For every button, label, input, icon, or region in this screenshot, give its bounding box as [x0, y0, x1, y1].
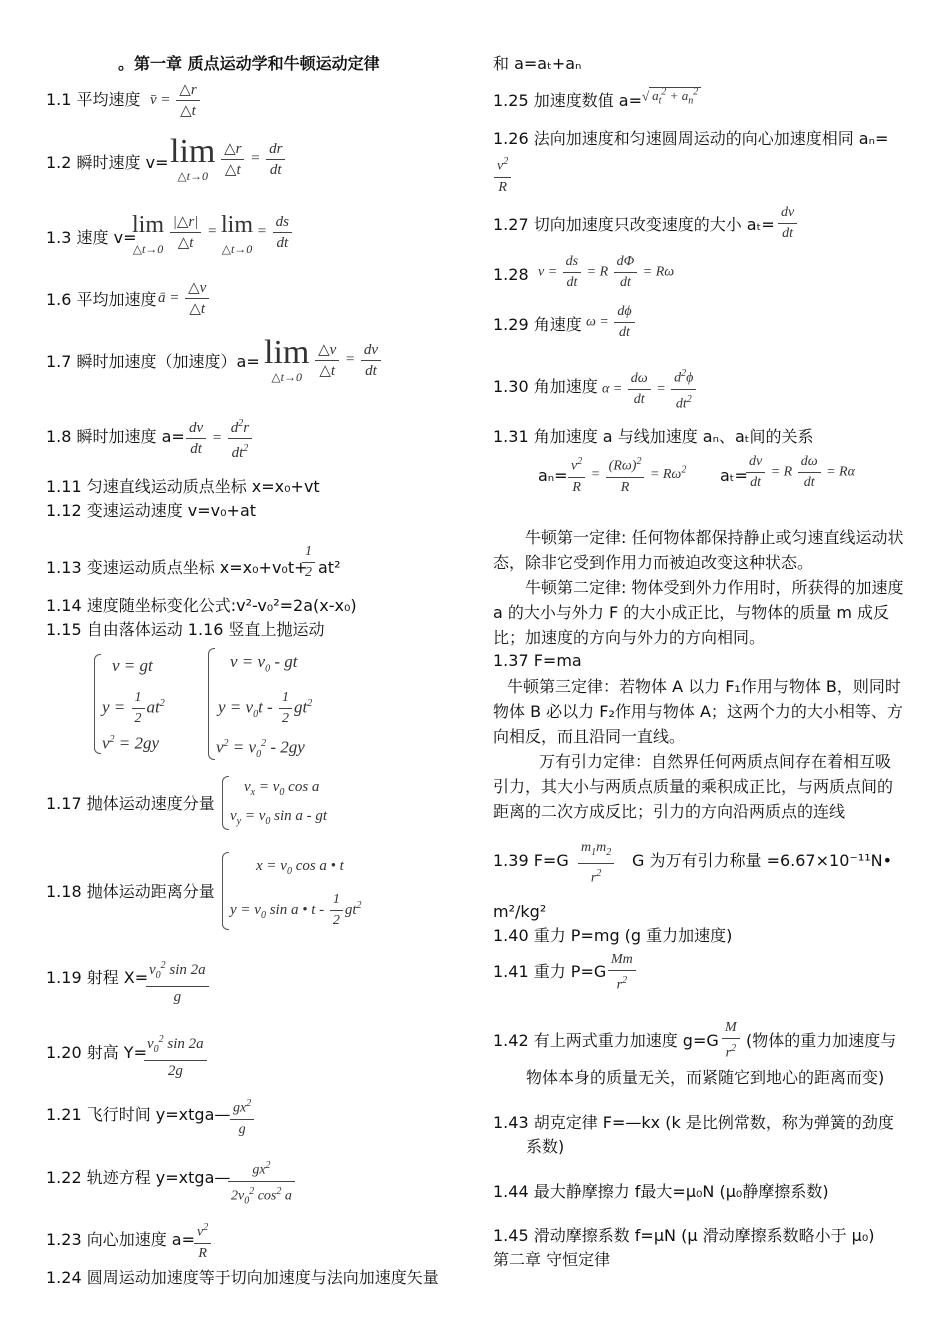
formula-1-42-expr: $\frac{M}{r^2}$	[720, 1018, 742, 1064]
formula-1-43-cont: 系数)	[526, 1137, 565, 1156]
formula-1-31-an-expr: $\frac{v^2}{R}$ = $\frac{(R\omega)^2}{R}$ = $R\omega^2$	[566, 452, 686, 498]
formula-1-29-label: 1.29 角速度	[493, 315, 582, 334]
formula-1-1-label: 1.1 平均速度	[46, 90, 141, 109]
brace-vertical-throw	[208, 648, 215, 760]
formula-1-42-label: 1.42 有上两式重力加速度 g=G	[493, 1031, 719, 1050]
formula-1-25-label: 1.25 加速度数值 a=	[493, 91, 643, 110]
formula-1-39-expr: $\frac{m_1m_2}{r^2}$	[576, 838, 616, 888]
formula-1-3-expr: lim △t→0 $\frac{|\triangle r|}{\triangle t}$ = lim △t→0 = $\frac{ds}{dt}$	[132, 208, 294, 256]
formula-1-6-expr: ā = $\frac{\triangle v}{\triangle t}$	[158, 278, 211, 319]
formula-1-15-16: 1.15 自由落体运动 1.16 竖直上抛运动	[46, 620, 325, 639]
vertical-throw-eq2: $y = v_0t$ - $\frac{1}{2}$ $gt^2$	[218, 690, 313, 726]
formula-1-37: 1.37 F=ma	[493, 651, 582, 670]
formula-1-18-eq2: $y = v_0$ sin a • t - $\frac{1}{2}$ $gt^2$	[230, 892, 362, 928]
free-fall-eq1: v = gt	[112, 656, 153, 675]
formula-1-39-note: G 为万有引力称量 =6.67×10⁻¹¹N•	[632, 851, 893, 870]
formula-1-17-label: 1.17 抛体运动速度分量	[46, 794, 215, 813]
formula-1-6-label: 1.6 平均加速度	[46, 290, 157, 309]
brace-1-18	[222, 852, 229, 930]
newton-second-law: 牛顿第二定律: 物体受到外力作用时，所获得的加速度 a 的大小与外力 F 的大小成正比，与物体的质量 m 成反比；加速度的方向与外力的方向相同。	[493, 578, 904, 647]
formula-1-25-expr: √ $a_t^2 + a_n^2$	[642, 87, 701, 107]
formula-1-21-label: 1.21 飞行时间 y=xtga—	[46, 1105, 231, 1124]
formula-1-39-label: 1.39 F=G	[493, 851, 569, 870]
formula-1-43: 1.43 胡克定律 F=—kx (k 是比例常数，称为弹簧的劲度	[493, 1113, 894, 1132]
brace-free-fall	[94, 654, 101, 754]
formula-1-14: 1.14 速度随坐标变化公式:v²-v₀²=2a(x-x₀)	[46, 596, 357, 615]
formula-1-13-half: $\frac{1}{2}$	[300, 542, 317, 583]
formula-1-7-label: 1.7 瞬时加速度（加速度）a=	[46, 352, 260, 371]
formula-1-42-note-cont: 物体本身的质量无关，而紧随它到地心的距离而变)	[526, 1068, 885, 1087]
formula-1-41-expr: $\frac{Mm}{r^2}$	[606, 950, 638, 996]
chapter-2-title: 第二章 守恒定律	[493, 1250, 611, 1269]
formula-1-2-label: 1.2 瞬时速度 v=	[46, 153, 169, 172]
formula-1-31-at-label: aₜ=	[720, 466, 748, 485]
formula-1-27-expr: $\frac{dv}{dt}$	[776, 203, 799, 244]
formula-1-21-expr: $\frac{gx^2}{g}$	[228, 1094, 256, 1140]
formula-1-27-label: 1.27 切向加速度只改变速度的大小 aₜ=	[493, 215, 775, 234]
formula-1-17-eq2: $v_y = v_0$ sin a - gt	[230, 808, 328, 827]
formula-1-8-label: 1.8 瞬时加速度 a=	[46, 427, 185, 446]
vertical-throw-eq3: $v^2 = v_0^2 - 2gy$	[216, 737, 305, 761]
formula-1-24: 1.24 圆周运动加速度等于切向加速度与法向加速度矢量	[46, 1268, 439, 1287]
formula-1-20-label: 1.20 射高 Y=	[46, 1043, 147, 1062]
formula-1-19-label: 1.19 射程 X=	[46, 968, 149, 987]
formula-1-29-expr: ω = $\frac{d\phi}{dt}$	[586, 302, 637, 343]
formula-1-23-expr: $\frac{v^2}{R}$	[192, 1218, 213, 1264]
vertical-throw-eq1: $v = v_0$ - gt	[230, 652, 298, 675]
formula-1-41-label: 1.41 重力 P=G	[493, 962, 607, 981]
formula-1-7-expr: lim △t→0 $\frac{\triangle v}{\triangle t}$ = $\frac{dv}{dt}$	[264, 336, 383, 384]
formula-1-20-expr: $\frac{v_0^2 \sin 2a}{2g}$	[142, 1030, 209, 1081]
formula-1-13-label: 1.13 变速运动质点坐标 x=x₀+v₀t+	[46, 558, 308, 577]
formula-1-13-tail: at²	[318, 558, 341, 577]
formula-1-31-label: 1.31 角加速度 a 与线加速度 aₙ、aₜ间的关系	[493, 427, 814, 446]
formula-1-11: 1.11 匀速直线运动质点坐标 x=x₀+vt	[46, 477, 320, 496]
formula-1-26-expr: $\frac{v^2}{R}$	[492, 152, 513, 198]
gravitation-law: 万有引力定律：自然界任何两质点间存在着相互吸引力，其大小与两质点质量的乘积成正比，与两质点间的距离的二次方成反比；引力的方向沿两质点的连线	[493, 752, 894, 821]
chapter-title: 。第一章 质点运动学和牛顿运动定律	[118, 54, 380, 73]
formula-1-28-label: 1.28	[493, 265, 529, 284]
formula-1-40: 1.40 重力 P=mg (g 重力加速度)	[493, 926, 733, 945]
newton-first-law: 牛顿第一定律: 任何物体都保持静止或匀速直线运动状态，除非它受到作用力而被迫改变这种状态。	[493, 528, 904, 572]
formula-1-31-an-label: aₙ=	[538, 466, 568, 485]
formula-1-1-expr: v̄ = $\frac{\triangle r}{\triangle t}$	[150, 80, 202, 121]
formula-1-22-expr: $\frac{gx^2}{2v_0^2 \cos^2 a}$	[226, 1156, 297, 1211]
formula-1-45: 1.45 滑动摩擦系数 f=μN (μ 滑动摩擦系数略小于 μ₀)	[493, 1226, 875, 1245]
newton-third-law: 牛顿第三定律：若物体 A 以力 F₁作用与物体 B，则同时物体 B 必以力 F₂作用与物体 A；这两个力的大小相等、方向相反，而且沿同一直线。	[493, 677, 903, 746]
formula-1-23-label: 1.23 向心加速度 a=	[46, 1230, 196, 1249]
formula-1-17-eq1: $v_x = v_0$ cos a	[244, 779, 320, 798]
formula-1-44: 1.44 最大静摩擦力 f最大=μ₀N (μ₀静摩擦系数)	[493, 1182, 829, 1201]
formula-1-31-at-expr: $\frac{dv}{dt}$ = R $\frac{d\omega}{dt}$ = Rα	[744, 452, 855, 493]
brace-1-17	[222, 776, 229, 830]
free-fall-eq2: y = $\frac{1}{2}$ $at^2$	[102, 690, 165, 726]
formula-1-18-label: 1.18 抛体运动距离分量	[46, 882, 215, 901]
formula-1-3-label: 1.3 速度 v=	[46, 228, 137, 247]
formula-1-39-unit: m²/kg²	[493, 902, 547, 921]
free-fall-eq3: $v^2 = 2gy$	[102, 733, 160, 753]
formula-1-24-cont: 和 a=aₜ+aₙ	[493, 54, 582, 73]
formula-1-18-eq1: $x = v_0$ cos a • t	[256, 858, 344, 877]
formula-1-19-expr: $\frac{v_0^2 \sin 2a}{g}$	[144, 956, 211, 1007]
formula-1-26-label: 1.26 法向加速度和匀速圆周运动的向心加速度相同 aₙ=	[493, 129, 889, 148]
formula-1-8-expr: $\frac{dv}{dt}$ = $\frac{d^2r}{dt^2}$	[184, 414, 254, 463]
formula-1-12: 1.12 变速运动速度 v=v₀+at	[46, 501, 257, 520]
formula-1-28-expr: v = $\frac{ds}{dt}$ = R $\frac{d\Phi}{dt}$ = Rω	[538, 254, 675, 290]
formula-1-42-note: (物体的重力加速度与	[746, 1031, 897, 1050]
formula-1-30-expr: α = $\frac{d\omega}{dt}$ = $\frac{d^2\phi}{dt^2}$	[602, 364, 698, 414]
formula-1-2-expr: lim △t→0 $\frac{\triangle r}{\triangle t}$ = $\frac{dr}{dt}$	[170, 135, 287, 183]
formula-1-30-label: 1.30 角加速度	[493, 377, 598, 396]
formula-1-22-label: 1.22 轨迹方程 y=xtga—	[46, 1168, 231, 1187]
